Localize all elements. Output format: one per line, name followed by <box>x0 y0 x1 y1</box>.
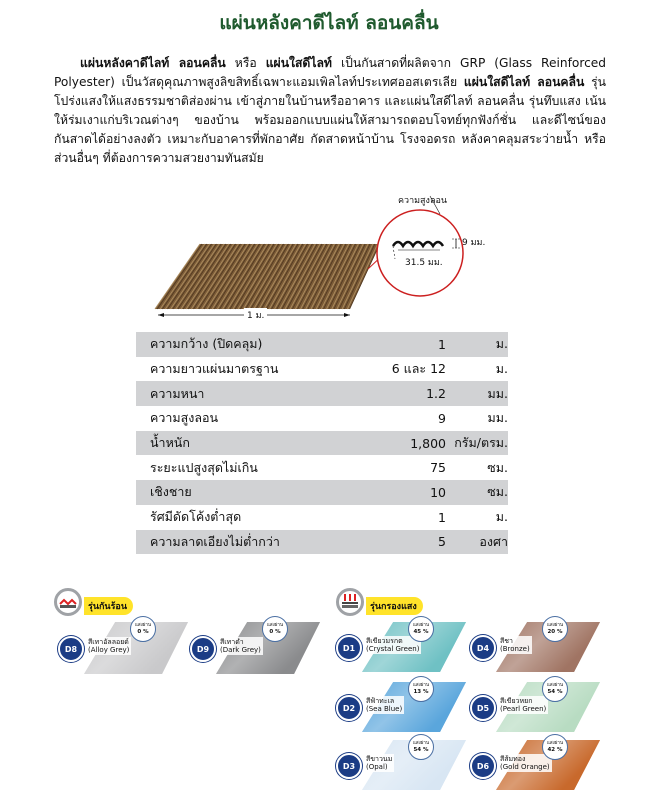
sheet-illustration <box>140 184 530 329</box>
color-name <box>86 637 131 655</box>
color-name-en: (Gold Orange) <box>500 763 550 771</box>
color-name <box>498 636 532 654</box>
color-name <box>364 754 394 772</box>
light-transmission-badge <box>542 734 568 760</box>
height-dimension: 9 มม. <box>462 238 486 248</box>
color-name-en: (Bronze) <box>500 645 530 653</box>
light-percent: 45 % <box>413 629 429 635</box>
spec-value: 1 <box>438 336 446 352</box>
color-code-badge: D3 <box>336 753 362 779</box>
spec-value: 1.2 <box>426 386 446 402</box>
heat-shield-icon <box>54 588 82 616</box>
light-percent: 42 % <box>547 747 563 753</box>
spec-label: ระยะแปสูงสุดไม่เกิน <box>150 459 258 475</box>
spec-row <box>136 332 508 357</box>
color-name-en: (Dark Grey) <box>220 646 261 654</box>
intro-bold-3: แผ่นใสดีไลท์ ลอนคลื่น <box>463 75 585 89</box>
spec-value: 75 <box>430 460 446 476</box>
spec-value: 1 <box>438 509 446 525</box>
color-name-th: สีฟ้าทะเล <box>366 697 395 705</box>
color-code-badge: D9 <box>190 636 216 662</box>
spec-unit: กรัม/ตรม. <box>454 435 508 451</box>
color-name-en: (Pearl Green) <box>500 705 547 713</box>
spec-row <box>136 505 508 530</box>
color-name <box>498 754 552 772</box>
spec-label: ความสูงลอน <box>150 410 219 426</box>
spec-label: ความลาดเอียงไม่ต่ำกว่า <box>150 533 280 549</box>
color-code-badge: D5 <box>470 695 496 721</box>
color-name <box>498 696 548 714</box>
spec-unit: มม. <box>487 385 508 401</box>
light-transmission-badge <box>408 734 434 760</box>
intro-text-2: เป็นกันสาดที่ผลิตจาก GRP (Glass Reinforced Polyester) เป็นวัสดุคุณภาพสูงลิขสิทธิ์เฉพาะแอมเพิลไลท์ประเทศออสเตรเลีย <box>54 56 607 89</box>
spec-unit: ม. <box>495 509 508 525</box>
spec-unit: ม. <box>495 336 508 352</box>
spec-label: น้ำหนัก <box>150 435 190 451</box>
spec-label: ความหนา <box>150 385 205 401</box>
light-label: แสงผ่าน <box>412 683 430 688</box>
light-transmission-badge <box>408 676 434 702</box>
spec-row <box>136 455 508 480</box>
spec-value: 5 <box>438 534 446 550</box>
intro-bold-2: แผ่นใสดีไลท์ <box>265 56 332 70</box>
color-name-en: (Crystal Green) <box>366 645 420 653</box>
color-name-th: สีเทาอัลลอยด์ <box>88 638 129 646</box>
light-filter-icon <box>336 588 364 616</box>
color-code-badge: D6 <box>470 753 496 779</box>
light-transmission-badge <box>542 676 568 702</box>
color-name-en: (Sea Blue) <box>366 705 403 713</box>
spec-label: เชิงชาย <box>150 484 192 500</box>
spec-row <box>136 381 508 406</box>
light-label: แสงผ่าน <box>412 741 430 746</box>
spec-unit: มม. <box>487 410 508 426</box>
light-label: แสงผ่าน <box>546 623 564 628</box>
color-name-en: (Opal) <box>366 763 388 771</box>
color-name-th: สีเขียวมรกต <box>366 637 403 645</box>
spec-value: 1,800 <box>410 435 446 451</box>
color-code-badge: D2 <box>336 695 362 721</box>
color-name <box>218 637 263 655</box>
intro-text-3: รุ่นโปร่งแสงให้แสงธรรมชาติส่องผ่าน เข้าสู่ภายในบ้านหรืออาคาร และแผ่นใสดีไลท์ ลอนคลื่น รุ่นทึบแสง เน้นให้ร่มเงาแก่บริเวณต่างๆ ของบ้าน พร้อมออกแบบแผ่นให้สามารถตอบโจทย์ทุกฟังก์ชั่น และดีไซน์ของกันสาดได้อย่างลงตัว เหมาะกับอาคารที่พักอาศัย กัดสาดหน้าบ้าน โรงจอดรถ หลังคาคลุมสระว่ายน้ำ หรือส่วนอื่นๆ ที่ต้องการความสวยงามทันสมัย <box>54 75 606 165</box>
light-percent: 13 % <box>413 689 429 695</box>
color-name <box>364 696 404 714</box>
legend-light-badge: รุ่นกรองแสง <box>366 597 423 615</box>
light-percent: 0 % <box>137 629 149 635</box>
light-percent: 54 % <box>413 747 429 753</box>
spec-unit: องศา <box>479 533 508 549</box>
spec-row <box>136 406 508 431</box>
pitch-dimension: 31.5 มม. <box>405 258 443 268</box>
light-label: แสงผ่าน <box>546 683 564 688</box>
spec-table <box>136 332 508 554</box>
color-name-th: สีเทาดำ <box>220 638 244 646</box>
spec-unit: ซม. <box>487 459 508 475</box>
light-percent: 20 % <box>547 629 563 635</box>
light-label: แสงผ่าน <box>412 623 430 628</box>
spec-row <box>136 431 508 456</box>
light-transmission-badge <box>542 616 568 642</box>
spec-label: รัศมีดัดโค้งต่ำสุด <box>150 509 242 525</box>
page-title: แผ่นหลังคาดีไลท์ ลอนคลื่น <box>219 12 439 34</box>
wave-height-label: ความสูงลอน <box>398 196 448 206</box>
color-code-badge: D4 <box>470 635 496 661</box>
spec-unit: ม. <box>495 361 508 377</box>
color-name-th: สีเขียวหยก <box>500 697 533 705</box>
color-name-th: สีส้มทอง <box>500 755 526 763</box>
spec-value: 9 <box>438 410 446 426</box>
spec-unit: ซม. <box>487 484 508 500</box>
light-percent: 0 % <box>269 629 281 635</box>
light-label: แสงผ่าน <box>266 623 284 628</box>
intro-text-1: หรือ <box>225 56 266 70</box>
color-name-en: (Alloy Grey) <box>88 646 130 654</box>
color-name-th: สีชา <box>500 637 513 645</box>
light-transmission-badge <box>262 616 288 642</box>
spec-row <box>136 480 508 505</box>
light-transmission-badge <box>408 616 434 642</box>
light-label: แสงผ่าน <box>134 623 152 628</box>
spec-label: ความยาวแผ่นมาตรฐาน <box>150 361 279 377</box>
spec-value: 6 และ 12 <box>391 361 446 377</box>
light-transmission-badge <box>130 616 156 642</box>
legend-heat-badge: รุ่นกันร้อน <box>84 597 133 615</box>
intro-bold-1: แผ่นหลังคาดีไลท์ ลอนคลื่น <box>80 56 226 70</box>
color-code-badge: D8 <box>58 636 84 662</box>
intro-paragraph <box>54 54 606 168</box>
spec-row <box>136 530 508 555</box>
spec-label: ความกว้าง (ปิดคลุม) <box>150 336 263 352</box>
spec-row <box>136 357 508 382</box>
light-label: แสงผ่าน <box>546 741 564 746</box>
color-code-badge: D1 <box>336 635 362 661</box>
width-dimension: 1 ม. <box>244 308 267 322</box>
color-name-th: สีขาวนม <box>366 755 393 763</box>
light-percent: 54 % <box>547 689 563 695</box>
spec-value: 10 <box>430 484 446 500</box>
sheet-diagram <box>140 184 530 329</box>
